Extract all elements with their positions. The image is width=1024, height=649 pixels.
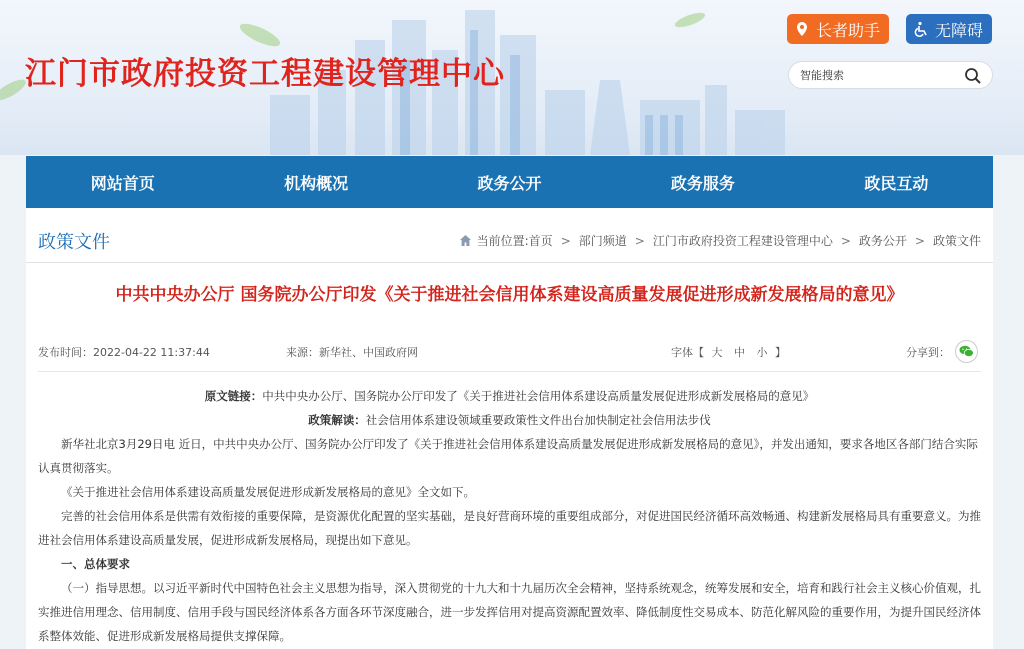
breadcrumb-government-affairs[interactable]: 政务公开 bbox=[858, 234, 907, 248]
publish-time: 发布时间：2022-04-22 11:37:44 bbox=[38, 346, 210, 359]
article-paragraph: 完善的社会信用体系是供需有效衔接的重要保障，是资源优化配置的坚实基础，是良好营商环境的重要组成部分，对促进国民经济循环高效畅通、构建新发展格局具有重要意义。为推进社会信用体系建设高质量发展，促进形成新发展格局，现提出如下意见。 bbox=[38, 509, 981, 547]
wheelchair-icon bbox=[912, 20, 930, 38]
font-size-large[interactable]: 大 bbox=[711, 346, 723, 359]
font-size-selector bbox=[671, 344, 786, 360]
policy-reading-link[interactable]: 社会信用体系建设领域重要政策性文件出台加快制定社会信用法步伐 bbox=[365, 413, 711, 427]
nav-item-government-affairs[interactable]: 政务公开 bbox=[477, 173, 542, 193]
main-nav bbox=[26, 156, 993, 208]
nav-item-organization[interactable]: 机构概况 bbox=[284, 173, 349, 193]
article-source: 来源：新华社、中国政府网 bbox=[286, 346, 418, 359]
article-title: 中共中央办公厅 国务院办公厅印发《关于推进社会信用体系建设高质量发展促进形成新发展格局的意见》 bbox=[115, 285, 904, 305]
breadcrumb-policy-docs[interactable]: 政策文件 bbox=[932, 234, 981, 248]
breadcrumb-separator: > bbox=[840, 233, 851, 248]
nav-item-home[interactable]: 网站首页 bbox=[90, 173, 155, 193]
original-link[interactable]: 中共中央办公厅、国务院办公厅印发了《关于推进社会信用体系建设高质量发展促进形成新发展格局的意见》 bbox=[262, 389, 815, 403]
accessibility-button[interactable] bbox=[906, 14, 992, 44]
breadcrumb bbox=[459, 232, 981, 249]
font-size-small[interactable]: 小 bbox=[756, 346, 768, 359]
font-size-close: 】 bbox=[775, 346, 786, 359]
elder-assistant-label: 长者助手 bbox=[816, 20, 881, 40]
policy-reading-line bbox=[38, 408, 981, 432]
breadcrumb-department[interactable]: 部门频道 bbox=[578, 234, 627, 248]
article-paragraph: 新华社北京3月29日电 近日，中共中央办公厅、国务院办公厅印发了《关于推进社会信用体系建设高质量发展促进形成新发展格局的意见》，并发出通知，要求各地区各部门结合实际认真贯彻落实。 bbox=[38, 437, 978, 475]
breadcrumb-home[interactable]: 首页 bbox=[528, 234, 553, 248]
font-size-medium[interactable]: 中 bbox=[734, 346, 745, 359]
site-title: 江门市政府投资工程建设管理中心 bbox=[25, 56, 505, 92]
section-header bbox=[26, 208, 993, 263]
article-paragraph: （一）指导思想。以习近平新时代中国特色社会主义思想为指导，深入贯彻党的十九大和十九届历次全会精神，坚持系统观念，统筹发展和安全，培育和践行社会主义核心价值观，扎实推进信用理念、信用制度、信用手段与国民经济体系各方面各环节深度融合，进一步发挥信用对提高资源配置效率、降低制度性交易成本、防范化解风险的重要作用，为提升国民经济体系整体效能、促进形成新发展格局提供支撑保障。 bbox=[38, 581, 981, 643]
nav-item-interaction[interactable]: 政民互动 bbox=[864, 173, 929, 193]
breadcrumb-separator: > bbox=[560, 233, 571, 248]
content-panel bbox=[26, 208, 993, 649]
divider bbox=[38, 371, 981, 372]
breadcrumb-separator: > bbox=[914, 233, 925, 248]
search-input[interactable] bbox=[800, 62, 965, 88]
section-title: 政策文件 bbox=[38, 232, 110, 253]
original-link-label: 原文链接： bbox=[204, 389, 263, 403]
breadcrumb-separator: > bbox=[634, 233, 645, 248]
accessibility-label: 无障碍 bbox=[935, 20, 984, 40]
nav-item-services[interactable]: 政务服务 bbox=[670, 173, 735, 193]
search-box bbox=[788, 61, 993, 89]
section-heading: 一、总体要求 bbox=[61, 557, 130, 571]
breadcrumb-prefix: 当前位置: bbox=[476, 234, 529, 248]
article-paragraph: 《关于推进社会信用体系建设高质量发展促进形成新发展格局的意见》全文如下。 bbox=[61, 485, 475, 499]
article-meta bbox=[26, 340, 993, 364]
search-icon[interactable] bbox=[964, 67, 982, 85]
header-banner bbox=[0, 0, 1024, 155]
font-size-label: 字体【 bbox=[671, 346, 704, 359]
home-icon bbox=[459, 234, 472, 247]
location-pin-icon bbox=[793, 20, 811, 38]
policy-reading-label: 政策解读： bbox=[308, 413, 366, 427]
elder-assistant-button[interactable] bbox=[787, 14, 889, 44]
wechat-share-icon[interactable] bbox=[955, 340, 978, 363]
breadcrumb-center[interactable]: 江门市政府投资工程建设管理中心 bbox=[652, 234, 833, 248]
share-label: 分享到： bbox=[906, 346, 950, 359]
original-link-line bbox=[38, 384, 981, 408]
article-body bbox=[38, 384, 981, 648]
